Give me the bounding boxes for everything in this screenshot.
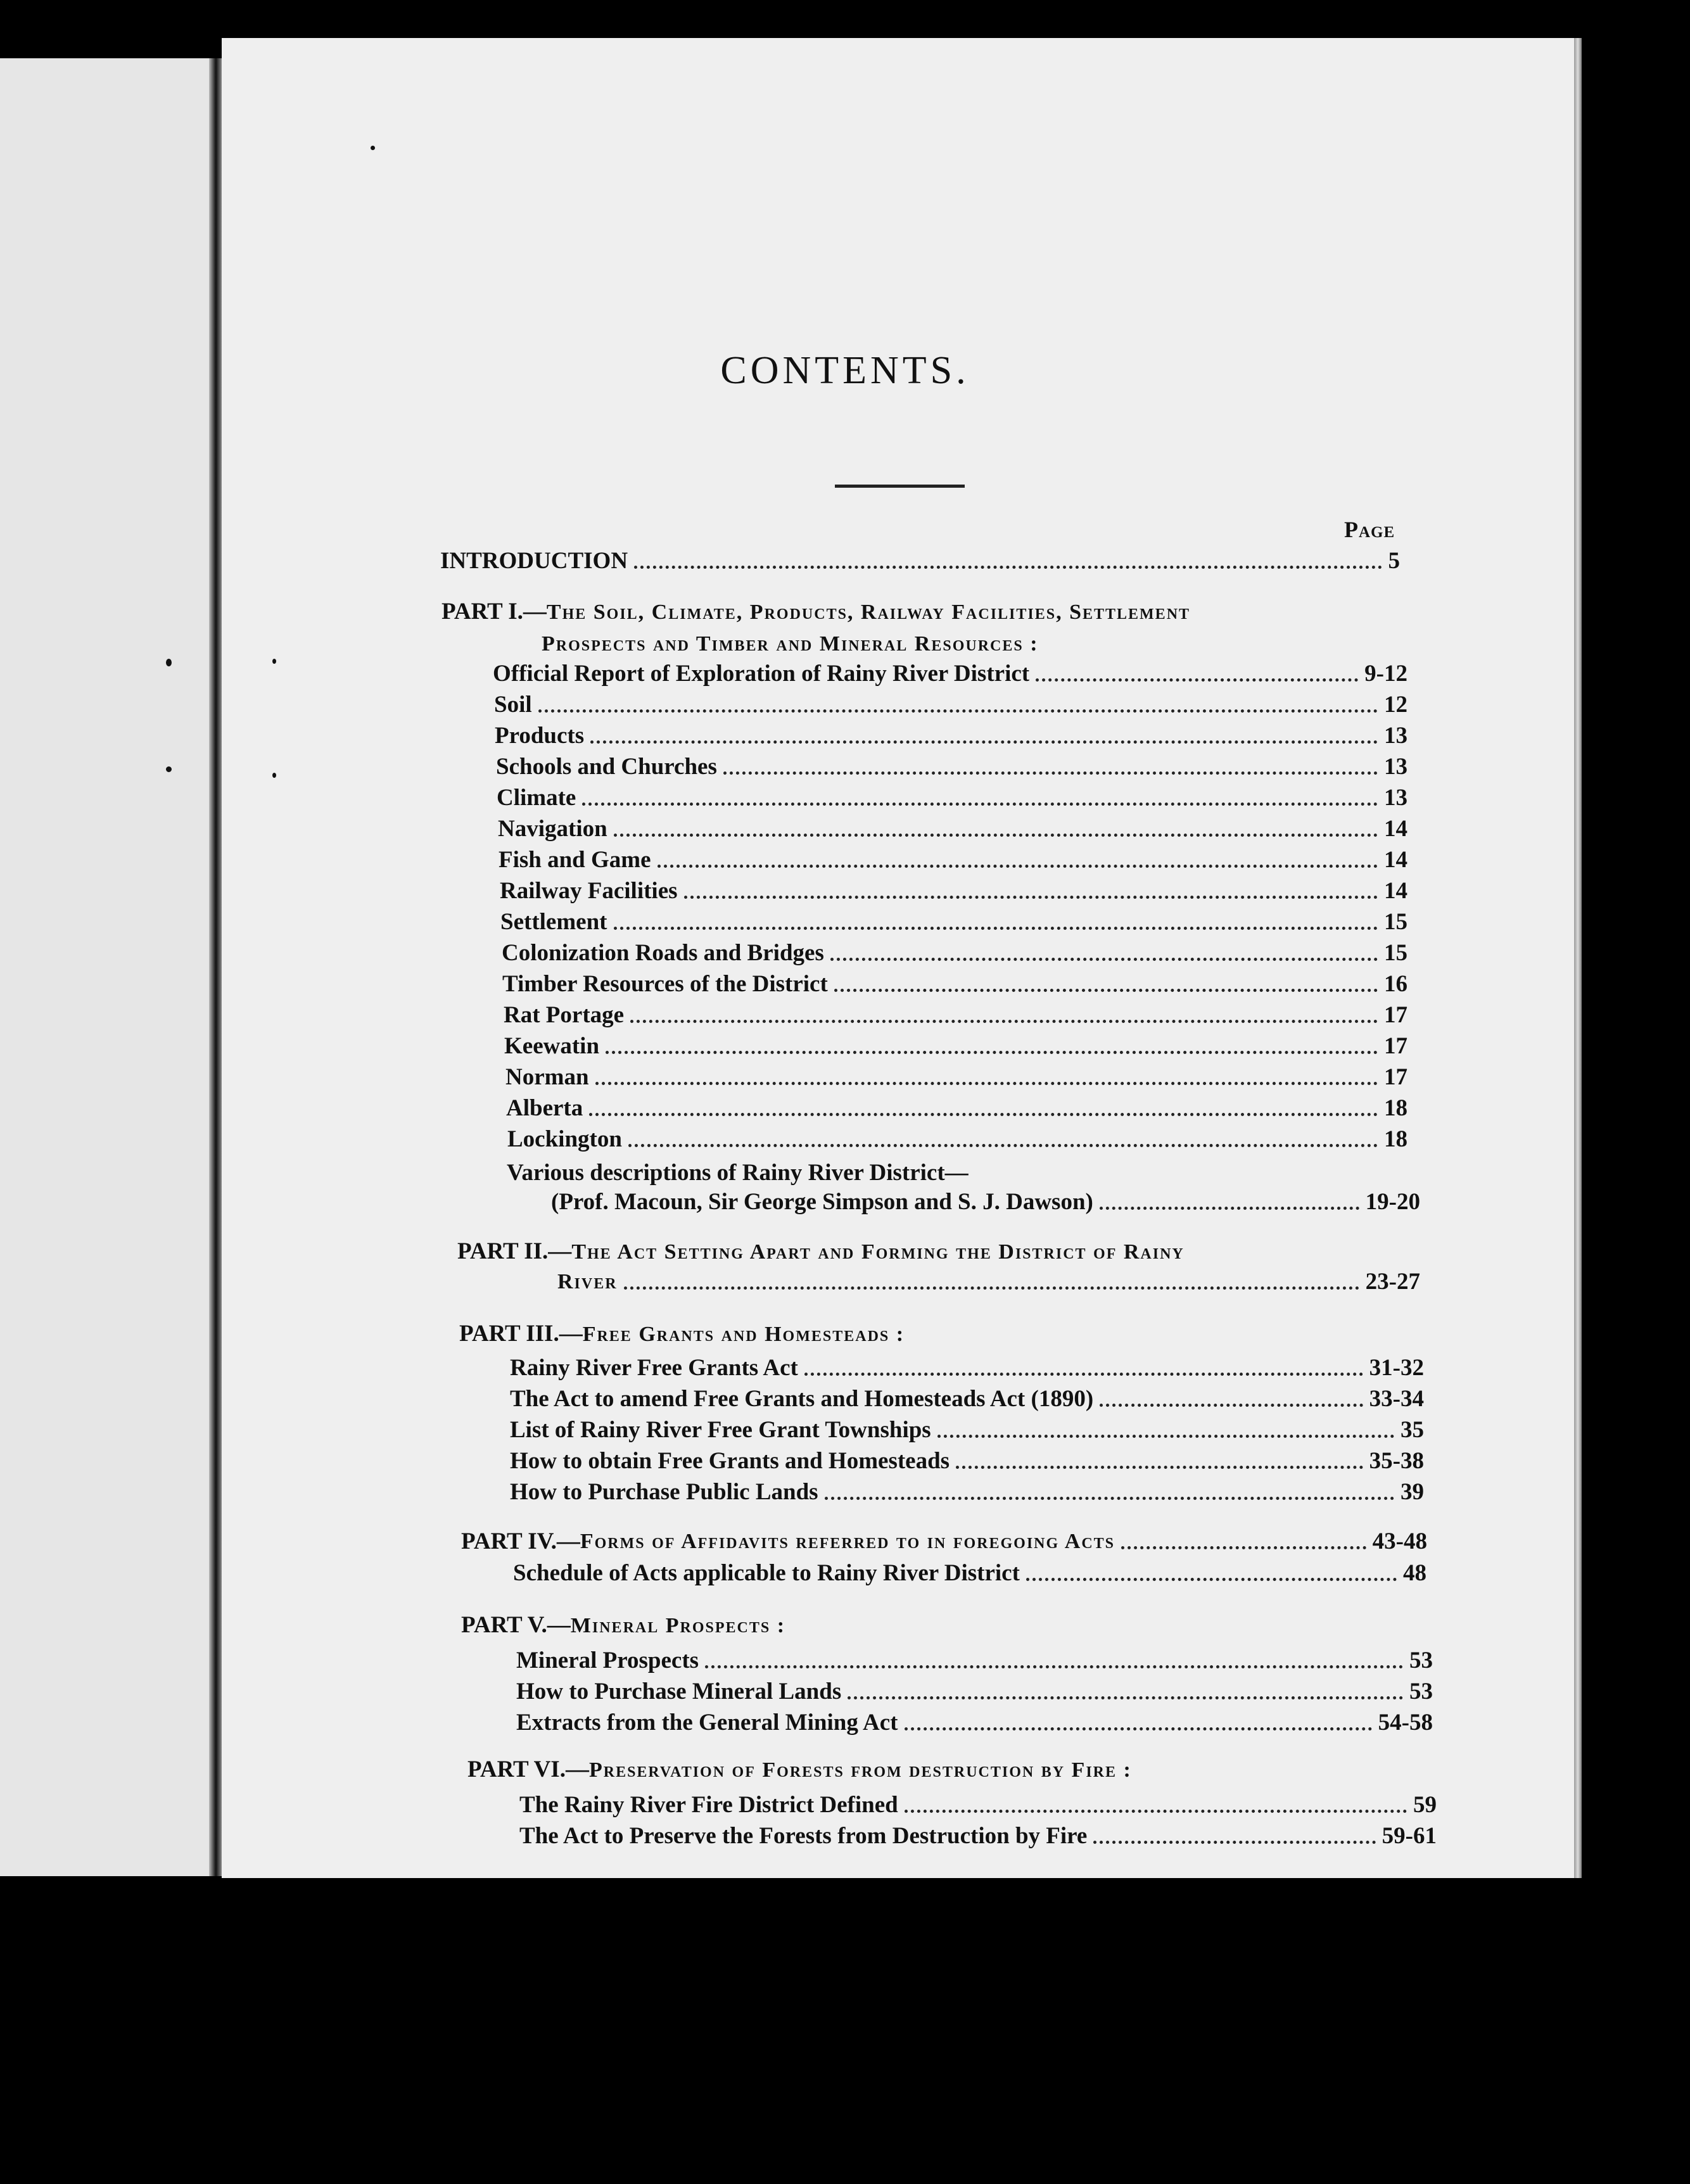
toc-entry-page: 18 [1384, 1126, 1407, 1152]
toc-entry[interactable] [516, 1708, 1433, 1738]
toc-entry-introduction[interactable] [440, 546, 1400, 576]
toc-entry-page: 48 [1403, 1560, 1426, 1586]
part-heading-entry[interactable] [461, 1527, 1427, 1557]
dot-leader [630, 1020, 1378, 1023]
dot-leader [634, 566, 1382, 569]
toc-subheading: Various descriptions of Rainy River District— [507, 1160, 969, 1186]
part-heading-continued [542, 628, 1039, 659]
ink-speck [272, 659, 276, 664]
toc-entry-label: Extracts from the General Mining Act [516, 1710, 898, 1736]
toc-entry[interactable] [519, 1821, 1437, 1851]
dot-leader [804, 1373, 1363, 1376]
toc-entry-label: Railway Facilities [500, 878, 678, 904]
toc-entry-label: Settlement [500, 909, 607, 935]
toc-entry-page: 13 [1384, 754, 1407, 780]
toc-entry[interactable] [504, 1031, 1407, 1062]
dot-leader [1093, 1841, 1375, 1844]
part-title: The Soil, Climate, Products, Railway Facilities, Settlement [546, 600, 1191, 624]
toc-entry-label: Navigation [498, 816, 607, 842]
toc-entry[interactable] [502, 938, 1407, 968]
part-number: PART V.— [461, 1612, 571, 1638]
toc-entry-page: 59-61 [1382, 1823, 1437, 1849]
toc-entry[interactable] [510, 1446, 1424, 1476]
toc-entry-label: Schools and Churches [496, 754, 717, 780]
toc-entry[interactable] [495, 721, 1407, 751]
toc-entry-page: 33-34 [1369, 1386, 1424, 1412]
dot-leader [1100, 1404, 1363, 1407]
toc-entry-label: Climate [497, 785, 576, 811]
page-title: CONTENTS. [720, 349, 970, 392]
toc-entry[interactable] [519, 1790, 1437, 1820]
toc-entry-page: 17 [1384, 1002, 1407, 1028]
toc-entry[interactable] [516, 1677, 1433, 1707]
dot-leader [624, 1286, 1359, 1290]
toc-entry-part2[interactable] [557, 1267, 1420, 1297]
part-heading [457, 1236, 1185, 1267]
dot-leader [956, 1466, 1363, 1469]
toc-entry[interactable] [498, 814, 1407, 844]
toc-entry-page: 18 [1384, 1095, 1407, 1121]
title-rule [835, 485, 965, 488]
part-title: Free Grants and Homesteads : [582, 1323, 905, 1346]
toc-entry-page: 17 [1384, 1064, 1407, 1090]
toc-entry-label: The Act to Preserve the Forests from Destruction by Fire [519, 1823, 1088, 1849]
toc-entry-page: 43-48 [1372, 1528, 1427, 1554]
toc-entry-label: Alberta [506, 1095, 583, 1121]
toc-entry[interactable] [506, 1093, 1407, 1124]
toc-entry-page: 35 [1401, 1417, 1424, 1443]
toc-entry[interactable] [504, 1000, 1407, 1031]
toc-entry[interactable] [510, 1384, 1424, 1414]
toc-entry-label: Lockington [507, 1126, 622, 1152]
toc-entry-page: 9-12 [1364, 661, 1407, 687]
dot-leader [905, 1810, 1407, 1813]
page-column-header: Page [1344, 517, 1395, 542]
toc-entry[interactable] [551, 1187, 1420, 1217]
toc-entry-label: The Rainy River Fire District Defined [519, 1792, 898, 1818]
toc-entry-page: 54-58 [1378, 1710, 1433, 1736]
toc-entry-label: List of Rainy River Free Grant Townships [510, 1417, 931, 1443]
part-title: Preservation of Forests from destruction by Fire : [588, 1758, 1132, 1782]
toc-entry-label: River [557, 1270, 618, 1293]
toc-entry-page: 14 [1384, 816, 1407, 842]
book-gutter [209, 58, 222, 1876]
dot-leader [614, 927, 1378, 930]
dot-leader [589, 1113, 1378, 1116]
toc-entry-page: 19-20 [1365, 1189, 1420, 1215]
toc-entry-label: How to obtain Free Grants and Homesteads [510, 1448, 950, 1474]
toc-entry-label: Soil [494, 692, 532, 718]
part-title: The Act Setting Apart and Forming the District of Rainy [571, 1240, 1185, 1264]
part-number: PART III.— [459, 1321, 583, 1347]
dot-leader [937, 1435, 1394, 1438]
dot-leader [658, 865, 1378, 868]
part-title: Prospects and Timber and Mineral Resources : [542, 632, 1039, 656]
toc-entry-page: 17 [1384, 1033, 1407, 1059]
ink-speck [166, 659, 172, 666]
part-heading [442, 597, 1190, 628]
toc-entry-label: How to Purchase Mineral Lands [516, 1679, 842, 1705]
toc-entry-page: 13 [1384, 785, 1407, 811]
part-number: PART I.— [442, 599, 547, 625]
part-heading [459, 1319, 905, 1350]
part-number: PART II.— [457, 1238, 572, 1264]
toc-entry[interactable] [507, 1124, 1407, 1155]
part-heading [467, 1755, 1132, 1786]
dot-leader [684, 896, 1378, 899]
toc-entry-page: 14 [1384, 878, 1407, 904]
toc-entry-page: 16 [1384, 971, 1407, 997]
dot-leader [628, 1144, 1378, 1147]
dot-leader [848, 1696, 1403, 1699]
toc-entry-label: Timber Resources of the District [502, 971, 828, 997]
toc-entry-label: (Prof. Macoun, Sir George Simpson and S. J. Dawson) [551, 1189, 1093, 1215]
toc-entry[interactable] [510, 1415, 1424, 1445]
toc-entry-page: 53 [1409, 1648, 1433, 1673]
toc-entry[interactable] [497, 783, 1407, 813]
toc-entry-page: 12 [1384, 692, 1407, 718]
toc-entry-page: 59 [1413, 1792, 1437, 1818]
toc-entry-label: Keewatin [504, 1033, 600, 1059]
toc-entry-page: 39 [1401, 1479, 1424, 1505]
toc-entry-page: 15 [1384, 940, 1407, 966]
toc-entry-page: 53 [1409, 1679, 1433, 1705]
toc-entry-page: 31-32 [1369, 1355, 1424, 1381]
part-number: PART IV.— [461, 1528, 580, 1554]
dot-leader [590, 740, 1378, 744]
toc-entry-label: Fish and Game [499, 847, 651, 873]
toc-entry-page: 15 [1384, 909, 1407, 935]
dot-leader [1036, 678, 1358, 682]
dot-leader [1121, 1546, 1366, 1549]
dot-leader [614, 834, 1378, 837]
toc-entry-label: Rat Portage [504, 1002, 625, 1028]
toc-entry[interactable] [494, 690, 1407, 720]
toc-entry[interactable] [513, 1558, 1426, 1589]
toc-entry-page: 13 [1384, 723, 1407, 749]
toc-entry-page: 35-38 [1369, 1448, 1424, 1474]
toc-entry-label: INTRODUCTION [440, 548, 628, 574]
toc-entry-label: How to Purchase Public Lands [510, 1479, 818, 1505]
toc-entry-label: Products [495, 723, 585, 749]
toc-entry[interactable] [500, 907, 1407, 937]
toc-entry[interactable] [500, 876, 1407, 906]
dot-leader [830, 958, 1378, 961]
part-title: Mineral Prospects : [570, 1614, 786, 1637]
toc-entry[interactable] [510, 1477, 1424, 1508]
dot-leader [606, 1051, 1378, 1054]
toc-entry[interactable] [493, 659, 1407, 689]
toc-entry-label: Official Report of Exploration of Rainy River District [493, 661, 1030, 687]
dot-leader [834, 989, 1378, 992]
toc-entry-label: Rainy River Free Grants Act [510, 1355, 798, 1381]
toc-entry[interactable] [516, 1646, 1433, 1676]
ink-speck [371, 146, 375, 150]
dot-leader [1026, 1578, 1397, 1581]
toc-entry-page: 23-27 [1365, 1269, 1420, 1295]
part-heading [461, 1610, 785, 1641]
toc-entry[interactable] [505, 1062, 1407, 1093]
toc-entry-label: The Act to amend Free Grants and Homesteads Act (1890) [510, 1386, 1094, 1412]
facing-page [0, 58, 219, 1876]
dot-leader [582, 803, 1378, 806]
toc-entry[interactable] [510, 1353, 1424, 1383]
ink-speck [272, 773, 276, 778]
ink-speck [166, 766, 172, 772]
toc-entry-label: Colonization Roads and Bridges [502, 940, 824, 966]
page-edge [1574, 38, 1582, 1878]
part-title: Forms of Affidavits referred to in foregoing Acts [580, 1530, 1115, 1553]
dot-leader [723, 771, 1378, 775]
dot-leader [705, 1665, 1403, 1668]
toc-entry[interactable] [499, 845, 1407, 875]
dot-leader [905, 1727, 1372, 1730]
toc-entry-label: Mineral Prospects [516, 1648, 699, 1673]
toc-entry-label: Schedule of Acts applicable to Rainy River District [513, 1560, 1020, 1586]
toc-entry[interactable] [496, 752, 1407, 782]
dot-leader [825, 1497, 1394, 1500]
toc-entry-label: Norman [505, 1064, 589, 1090]
toc-entry-page: 5 [1388, 548, 1400, 574]
dot-leader [595, 1082, 1378, 1085]
dot-leader [538, 709, 1378, 713]
dot-leader [1100, 1207, 1359, 1210]
toc-entry[interactable] [502, 969, 1407, 1000]
toc-entry-page: 14 [1384, 847, 1407, 873]
part-number: PART VI.— [467, 1756, 589, 1782]
